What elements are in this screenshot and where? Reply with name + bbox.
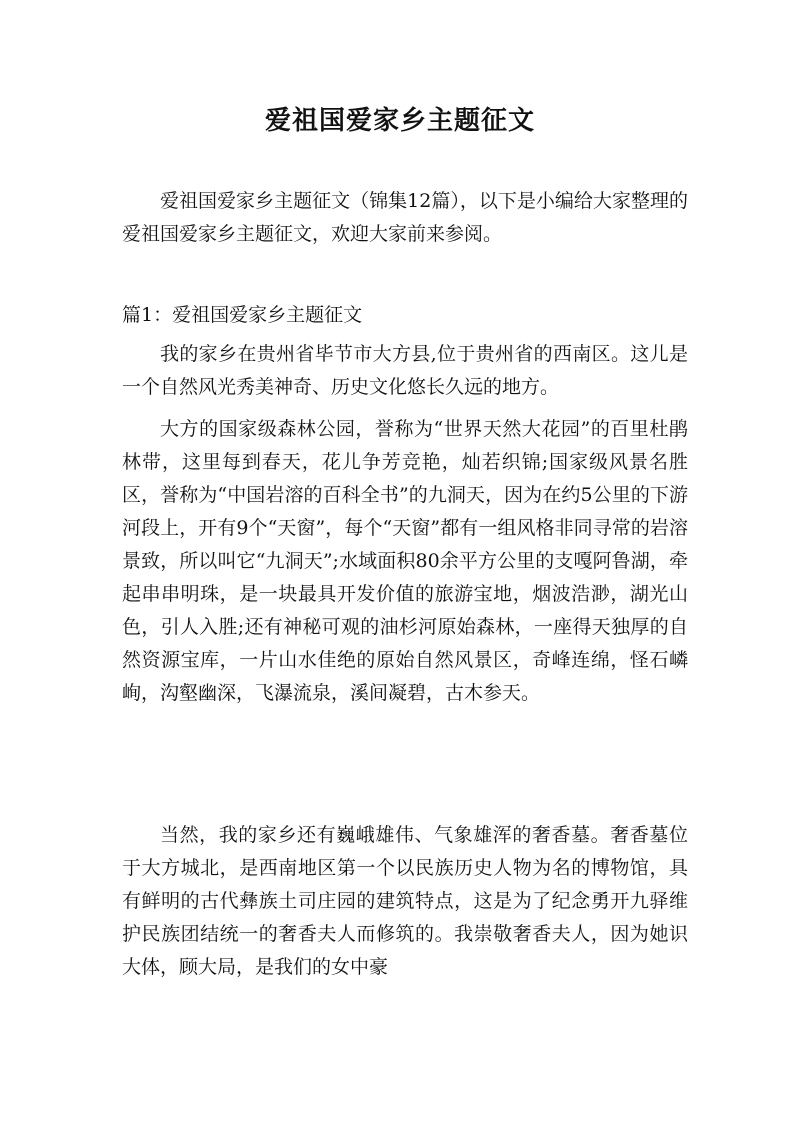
body-paragraph-3: 当然，我的家乡还有巍峨雄伟、气象雄浑的奢香墓。奢香墓位于大方城北，是西南地区第一个以民族历史人物为名的博物馆，具有鲜明的古代彝族土司庄园的建筑特点，这是为了纪念勇开九驿维护民族团结统一的奢香夫人而修筑的。我崇敬奢香夫人，因为她识大体，顾大局，是我们的女中豪 — [122, 824, 688, 978]
body-paragraph-2: 大方的国家级森林公园，誉称为“世界天然大花园”的百里杜鹃林带，这里每到春天，花儿争芳竞艳，灿若织锦;国家级风景名胜区，誉称为“中国岩溶的百科全书”的九洞天，因为在约5公里的下游河段上，开有9个“天窗”，每个“天窗”都有一组风格非同寻常的岩溶景致，所以叫它“九洞天”;水域面积80余平方公里的支嘎阿鲁湖，牵起串串明珠，是一块最具开发价值的旅游宝地，烟波浩渺，湖光山色，引人入胜;还有神秘可观的油杉河原始森林，一座得天独厚的自然资源宝库，一片山水佳绝的原始自然风景区，奇峰连绵，怪石嶙峋，沟壑幽深，飞瀑流泉，溪间凝碧，古木参天。 — [122, 418, 688, 704]
intro-paragraph: 爱祖国爱家乡主题征文（锦集12篇），以下是小编给大家整理的爱祖国爱家乡主题征文，欢迎大家前来参阅。 — [122, 190, 688, 245]
section-heading: 篇1：爱祖国爱家乡主题征文 — [122, 304, 363, 326]
body-paragraph-1: 我的家乡在贵州省毕节市大方县,位于贵州省的西南区。这儿是一个自然风光秀美神奇、历史文化悠长久远的地方。 — [122, 343, 688, 398]
document-title: 爱祖国爱家乡主题征文 — [264, 106, 535, 136]
